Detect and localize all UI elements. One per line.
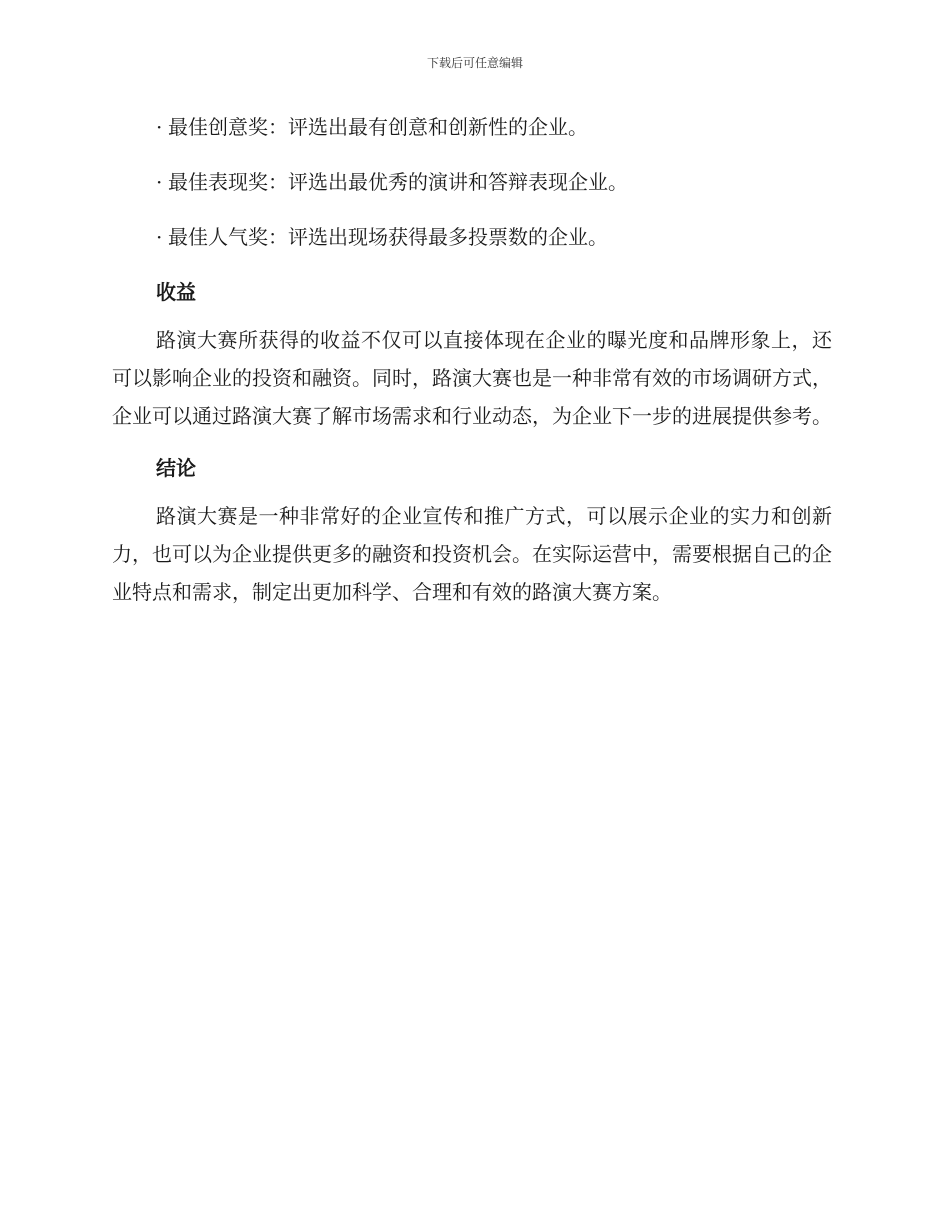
section-paragraph-conclusion: 路演大赛是一种非常好的企业宣传和推广方式，可以展示企业的实力和创新力，也可以为企业提供更多的融资和投资机会。在实际运营中，需要根据自己的企业特点和需求，制定出更加科学、合理和有效的路演大赛方案。 xyxy=(112,504,832,604)
bullet-text: 最佳人气奖：评选出现场获得最多投票数的企业。 xyxy=(168,225,608,249)
section-paragraph-benefits: 路演大赛所获得的收益不仅可以直接体现在企业的曝光度和品牌形象上，还可以影响企业的投资和融资。同时，路演大赛也是一种非常有效的市场调研方式，企业可以通过路演大赛了解市场需求和行业动态，为企业下一步的进展提供参考。 xyxy=(112,328,832,428)
section-heading-conclusion: 结论 xyxy=(156,456,196,480)
bullet-item-best-performance xyxy=(112,165,832,199)
bullet-item-best-creativity xyxy=(112,110,832,144)
bullet-item-best-popularity xyxy=(112,220,832,254)
section-heading-benefits: 收益 xyxy=(156,280,196,304)
document-body xyxy=(112,110,832,627)
bullet-text: 最佳表现奖：评选出最优秀的演讲和答辩表现企业。 xyxy=(168,170,628,194)
bullet-marker: · xyxy=(156,170,163,194)
bullet-text: 最佳创意奖：评选出最有创意和创新性的企业。 xyxy=(168,115,588,139)
bullet-marker: · xyxy=(156,225,163,249)
page-header: 下载后可任意编辑 xyxy=(426,56,523,70)
bullet-marker: · xyxy=(156,115,163,139)
